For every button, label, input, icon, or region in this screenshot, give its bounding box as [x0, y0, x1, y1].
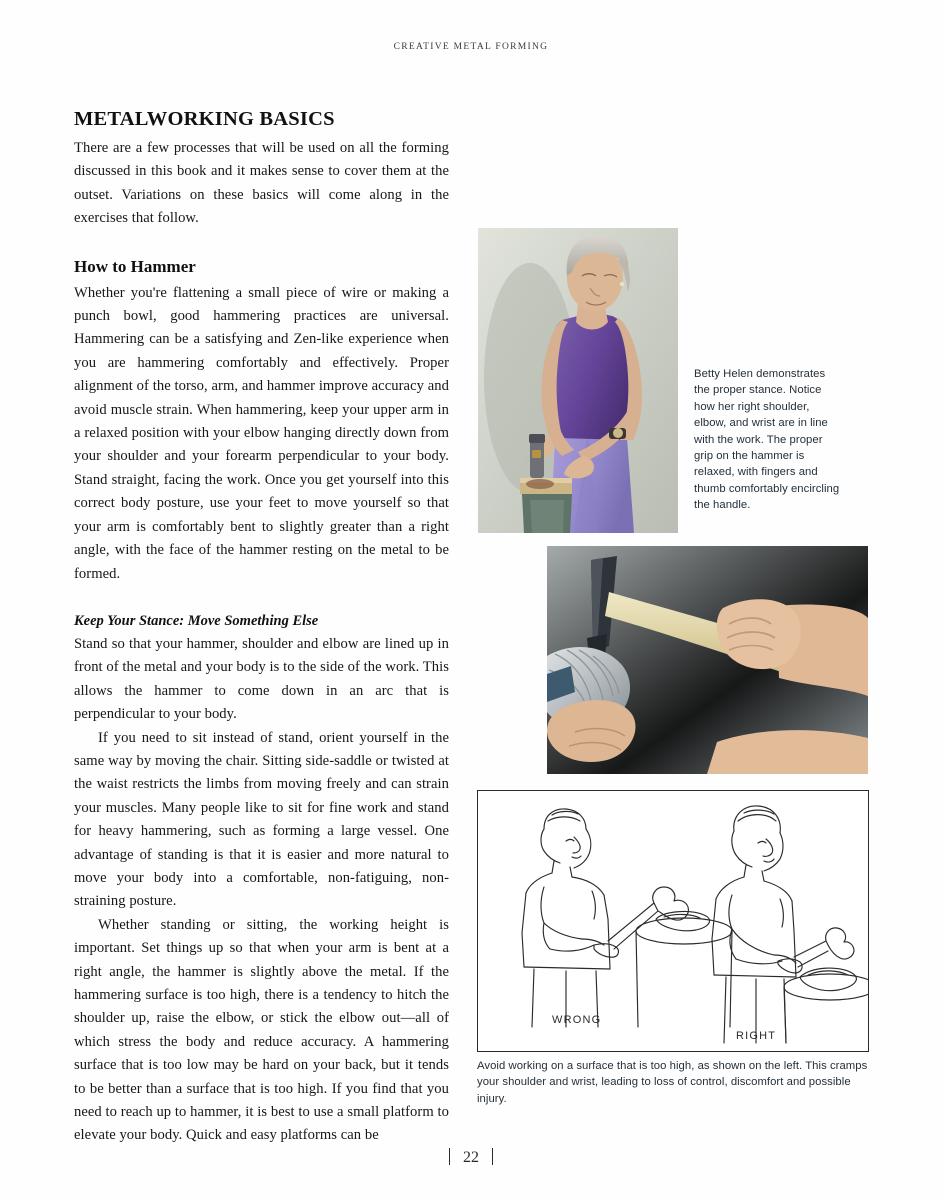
wrong-right-working-height-diagram [477, 790, 869, 1052]
hands-gripping-hammer-photo [547, 546, 868, 774]
subsection-heading-how-to-hammer: How to Hammer [74, 256, 196, 276]
page-number-value: 22 [463, 1149, 479, 1166]
stance-paragraph-3: Whether standing or sitting, the working height is important. Set things up so that when your arm is bent at a right angle, the hammer is slightly above the metal. If the hammering surface is too high, there is a tendency to hitch the shoulder up, raise the elbow, or stick the elbow out—all of which stress the body and reduce accuracy. A hammering surface that is too low may be hard on your back, but it tends to be better than a surface that is too high. If you find that you need to reach up to hammer, it is best to use a small platform to elevate your body. Quick and easy platforms can be [74, 916, 449, 1144]
hands-photo-graphic [547, 546, 868, 774]
running-head: CREATIVE METAL FORMING [393, 42, 549, 52]
diagram-caption: Avoid working on a surface that is too high, as shown on the left. This cramps your shoulder and wrist, leading to loss of control, discomfort and possible injury. [477, 1060, 868, 1105]
page-title: METALWORKING BASICS [74, 108, 335, 130]
page-number-rule-left [449, 1148, 450, 1165]
intro-paragraph: There are a few processes that will be used on all the forming discussed in this book and it makes sense to cover them at the outset. Variations on these basics will come along in the exercises that follow. [74, 140, 449, 227]
subsection-heading-keep-your-stance: Keep Your Stance: Move Something Else [74, 612, 319, 629]
stance-paragraph-1: Stand so that your hammer, shoulder and elbow are lined up in front of the metal and your body is to the side of the work. This allows the hammer to come down in an arc that is perpendicular to your body. [74, 635, 449, 723]
portrait-photo-caption: Betty Helen demonstrates the proper stance. Notice how her right shoulder, elbow, and wrist are in line with the work. The proper grip on the hammer is relaxed, with fingers and thumb comfortably encircling the handle. [694, 368, 840, 512]
diagram-label-right: RIGHT [736, 1030, 777, 1042]
diagram-label-wrong: WRONG [552, 1014, 602, 1026]
stance-paragraph-2: If you need to sit instead of stand, orient yourself in the same way by moving the chair. Sitting side-saddle or twisted at the waist restricts the limbs from moving freely and can strain your muscles. Many people like to sit for fine work and stand for heavy hammering, such as forming a large vessel. One advantage of standing is that it is easier and more natural to move your body into a comfortable, non-fatiguing, non-straining posture. [74, 729, 449, 910]
diagram-graphic [478, 791, 868, 1051]
left-text-column [74, 108, 449, 1148]
portrait-photo-graphic [478, 228, 678, 533]
hammer-paragraph: Whether you're flattening a small piece of wire or making a punch bowl, good hammering practices are universal. Hammering can be a satisfying and Zen-like experience when you are hammering comfortably and effectively. Proper alignment of the torso, arm, and hammer improve accuracy and avoid muscle strain. When hammering, keep your upper arm in a relaxed position with your elbow hanging directly down from your shoulder and your forearm perpendicular to your body. Stand straight, facing the work. Once you get yourself into this correct body posture, use your feet to move yourself so that your arm is comfortably bent to slightly greater than a right angle, with the face of the hammer resting on the metal to be formed. [74, 284, 449, 582]
page-number-rule-right [492, 1148, 493, 1165]
woman-demonstrating-hammer-stance-photo [478, 228, 678, 533]
page-number [0, 1148, 942, 1167]
